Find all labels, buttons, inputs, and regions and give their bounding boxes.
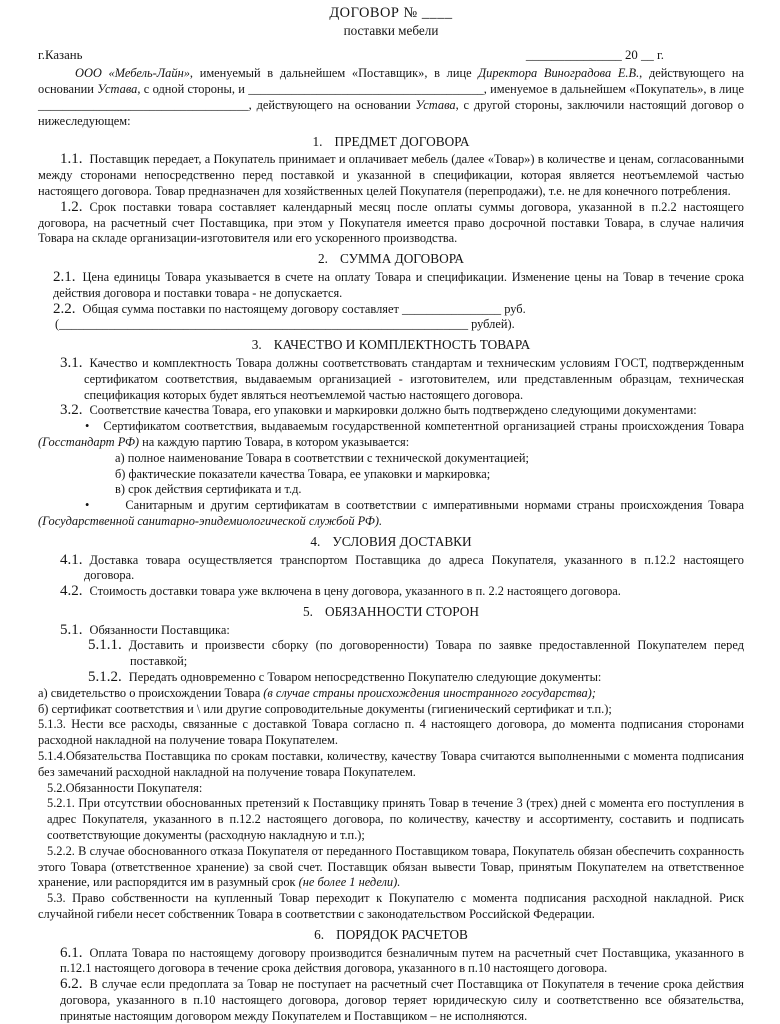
city-date-row [38,48,744,64]
text-run: Доставить и произвести сборку (по договоренности) Товара по заявке предоставленной Покупателем перед поставкой; [128,638,744,669]
text-run: 5.2.1. При отсутствии обоснованных претензий к Поставщику принять Товар в течение 3 (трех) дней с момента его поступления в адрес Покупателя, указанного в п.12.2 настоящего договора, по количеству, качеству и ассортименту, составить и подписать соответствующие документы (расходную накладную и т.п.); [47,796,744,843]
text-run: , именуемый в дальнейшем «Поставщик», в лице [189,66,479,81]
text-run: Поставщик передает, а Покупатель принимает и оплачивает мебель (далее «Товар») в количестве и ценам, согласованными между сторонами непосредственно перед поставкой и указанной в спецификации, которая является неотъемлемой частью настоящего договора. Товар предназначен для хозяйственных целей Покупателя (перепродажи), т.е. не для конечного потребления. [38,152,744,198]
item-number: 2.2. [53,300,76,317]
paragraph [38,66,744,129]
paragraph [38,419,744,451]
italic-text-run: (не более 1 недели). [298,875,401,890]
paragraph [38,356,744,403]
text-run: б) сертификат соответствия и \ или другие сопроводительные документы (гигиенический сертификат и т.п.); [38,701,612,716]
italic-text-run: Директора Виноградова Е.В. [478,66,640,81]
text-run: , с другой стороны, заключили настоящий договор о нижеследующем: [38,97,745,128]
item-number: 5. [303,603,313,619]
bullet-icon: • [85,419,90,434]
item-number: 6.1. [60,944,83,961]
item-number: 5.1.1. [88,637,122,654]
paragraph [38,670,744,686]
item-number: 4. [310,533,321,549]
italic-text-run: Устава [97,82,138,97]
paragraph [38,553,744,585]
paragraph [47,796,744,843]
item-number: 1.2. [60,198,83,215]
paragraph [38,638,744,670]
document-body [38,66,744,1024]
date-blank: _______________ 20 __ г. [525,47,664,62]
paragraph [38,152,744,199]
text-run: КАЧЕСТВО И КОМПЛЕКТНОСТЬ ТОВАРА [273,337,531,353]
text-run: В случае если предоплата за Товар не поступает на расчетный счет Поставщика от Покупателя в течение срока действия договора, указанного в п.10 настоящего договора, договор теряет юридическую силу и соответственно все обязательства, принятые настоящим договором между Покупателем и Поставщиком – не исполняются. [60,977,744,1023]
paragraph [38,891,744,923]
item-number: 2. [317,251,328,267]
section-heading [38,134,744,150]
text-run: ПОРЯДОК РАСЧЕТОВ [336,926,468,942]
italic-text-run: (в случае страны происхождения иностранного государства); [263,685,596,700]
bullet-icon: • [85,498,90,513]
text-run: 5.1.4.Обязательства Поставщика по срокам поставки, количеству, качеству Товара считаются выполненными с момента подписания без замечаний расходной накладной на получение товара Покупателем. [38,749,744,779]
text-run: 5.3. Право собственности на купленный Товар переходит к Покупателю с момента подписания расходной накладной. Риск случайной гибели несет собственник Товара в соответствии с законодательством Российской Федерации. [38,891,744,922]
paragraph [60,977,744,1024]
text-run: б) фактические показатели качества Товара, ее упаковки и маркировка; [115,466,491,481]
text-run: 5.2.2. В случае обоснованного отказа Покупателя от переданного Поставщиком товара, Покупатель обязан обеспечить сохранность этого Товара (ответственное хранение) за свой счет. Поставщик обязан вывести Товар, принятым Покупателем на ответственное хранение, или распорядится им в разумный срок [38,843,744,890]
item-number: 5.1.2. [88,669,122,686]
section-heading [38,927,744,943]
paragraph [115,482,744,498]
item-number: 3. [251,337,262,353]
item-number: 6.2. [60,976,83,993]
italic-text-run: (Государственной санитарно-эпидемиологической службой РФ). [38,513,383,528]
text-run: 5.2.Обязанности Покупателя: [47,780,203,795]
text-run: Соответствие качества Товара, его упаковки и маркировки должно быть подтверждено следующими документами: [89,403,697,418]
text-run: Оплата Товара по настоящему договору производится безналичным путем на расчетный счет Поставщика, указанного в п.12.1 настоящего договора в течение срока действия договора, указанного в п.10 настоящего договора. [60,945,744,976]
item-number: 4.2. [60,583,83,600]
paragraph [115,451,744,467]
text-run: ОБЯЗАННОСТИ СТОРОН [324,603,479,619]
item-number: 2.1. [53,268,76,285]
text-run: на каждую партию Товара, в котором указывается: [139,434,410,449]
paragraph [38,702,744,718]
text-run: Цена единицы Товара указывается в счете на оплату Товара и спецификации. Изменение цены на Товар в течение срока действия договора и поставки товара - не допускается. [53,269,744,300]
paragraph [38,781,744,797]
item-number: 3.2. [60,402,83,419]
paragraph [38,623,744,639]
paragraph [53,270,744,302]
paragraph [38,498,744,530]
text-run: а) свидетельство о происхождении Товара [38,685,264,700]
italic-text-run: ООО «Мебель-Лайн» [75,66,190,81]
italic-text-run: (Госстандарт РФ) [38,434,140,449]
text-run: , действующего на основании [38,66,744,97]
paragraph [115,467,744,483]
text-run: Сертификатом соответствия, выдаваемым государственной компетентной организацией страны происхождения Товара [103,419,744,434]
text-run: Стоимость доставки товара уже включена в цену договора, указанного в п. 2.2 настоящего договора. [89,584,621,599]
text-run: Санитарным и другим сертификатам в соответствии с императивными нормами страны происхождения Товара [125,498,744,513]
paragraph [38,749,744,781]
text-run: в) срок действия сертификата и т.д. [115,482,302,497]
document-subtitle: поставки мебели [343,22,439,38]
section-heading [38,604,744,620]
paragraph [53,302,744,318]
text-run: Передать одновременно с Товаром непосредственно Покупателю следующие документы: [128,670,602,685]
paragraph [38,200,744,247]
item-number: 5.1. [60,621,83,638]
item-number: 1. [312,133,323,149]
text-run: УСЛОВИЯ ДОСТАВКИ [332,533,472,549]
text-run: СУММА ДОГОВОРА [339,251,465,267]
section-heading [38,534,744,550]
paragraph [55,317,744,333]
text-run: ПРЕДМЕТ ДОГОВОРА [334,133,470,149]
paragraph [60,946,744,978]
text-run: Доставка товара осуществляется транспортом Поставщика до адреса Покупателя, указанного в п.12.2 настоящего договора. [84,552,744,583]
section-heading [38,251,744,267]
paragraph [38,403,744,419]
text-run: Общая сумма поставки по настоящему договору составляет ________________ руб. [82,301,526,316]
text-run: Обязанности Поставщика: [89,622,230,637]
italic-text-run: Устава [415,97,456,112]
item-number: 3.1. [60,354,83,371]
city-label: г.Казань [38,47,83,62]
section-heading [38,337,744,353]
item-number: 6. [314,926,325,942]
item-number: 1.1. [60,151,83,168]
paragraph [38,584,744,600]
text-run: (__________________________________________________________________ рублей). [55,317,515,332]
text-run: , с одной стороны, и ______________________________________, именуемое в дальнейшем «Покупатель», в лице __________________________________, действующего на основании [38,82,744,112]
text-run: Срок поставки товара составляет календарный месяц после оплаты суммы договора, указанной в п.2.2 настоящего договора, на расчетный счет Поставщика, при этом у Покупателя имеется право досрочной поставки Товара, в случае наличия Товара на складе организации-изготовителя или его ускоренного производства. [38,199,744,246]
document-title: ДОГОВОР № ____ [329,5,453,21]
text-run: 5.1.3. Нести все расходы, связанные с доставкой Товара согласно п. 4 настоящего договора, до момента подписания сторонами расходной накладной на получение товара Покупателем. [38,717,744,748]
text-run: Качество и комплектность Товара должны соответствовать стандартам и техническим условиям ГОСТ, подтвержденным сертификатом соответствия, выдаваемым организацией - изготовителем, или представленным образцам, техническая спецификация которых будет являться неотъемлемой частью настоящего договора. [84,355,744,402]
paragraph [38,844,744,891]
item-number: 4.1. [60,551,83,568]
paragraph [38,717,744,749]
paragraph [38,686,744,702]
text-run: а) полное наименование Товара в соответствии с технической документацией; [115,450,529,465]
